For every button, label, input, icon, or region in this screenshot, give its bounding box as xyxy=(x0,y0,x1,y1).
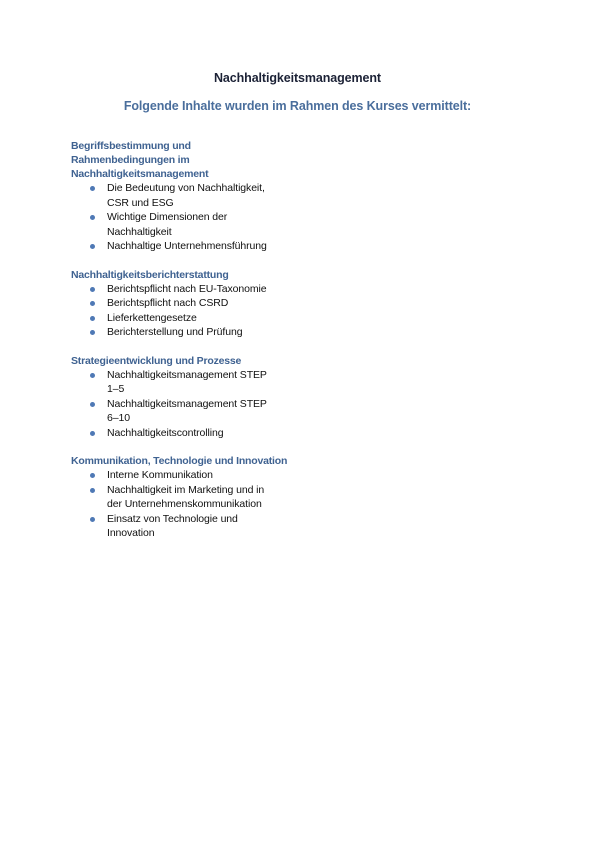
section-item-list xyxy=(71,181,311,254)
bullet-icon xyxy=(90,287,95,292)
list-item-text: Nachhaltigkeitscontrolling xyxy=(107,426,224,439)
list-item xyxy=(71,368,277,397)
list-item-text: Nachhaltigkeitsmanagement STEP 1–5 xyxy=(107,368,267,395)
bullet-icon xyxy=(90,215,95,220)
section-item-list xyxy=(71,368,311,441)
bullet-icon xyxy=(90,330,95,335)
list-item-text: Nachhaltigkeitsmanagement STEP 6–10 xyxy=(107,397,267,424)
list-item-text: Interne Kommunikation xyxy=(107,469,213,481)
list-item-text: Einsatz von Technologie und Innovation xyxy=(107,512,238,539)
bullet-icon xyxy=(90,517,95,522)
list-item-text: Lieferkettengesetze xyxy=(107,311,197,324)
list-item-text: Berichterstellung und Prüfung xyxy=(107,326,243,338)
list-item-text: Die Bedeutung von Nachhaltigkeit, CSR und ESG xyxy=(107,182,265,209)
section-strategieentwicklung xyxy=(71,354,311,441)
bullet-icon xyxy=(90,316,95,321)
section-heading: Kommunikation, Technologie und Innovation xyxy=(71,455,288,467)
list-item xyxy=(71,325,277,340)
list-item xyxy=(71,239,277,254)
section-berichterstattung xyxy=(71,268,311,340)
bullet-icon xyxy=(90,473,95,478)
bullet-icon xyxy=(90,186,95,191)
section-item-list xyxy=(71,282,311,340)
list-item xyxy=(71,483,277,512)
document-subtitle: Folgende Inhalte wurden im Rahmen des Kurses vermittelt: xyxy=(123,99,472,113)
list-item xyxy=(71,181,277,210)
list-item xyxy=(71,210,277,239)
section-begriffsbestimmung xyxy=(71,139,311,254)
bullet-icon xyxy=(90,431,95,436)
section-heading: Nachhaltigkeitsberichterstattung xyxy=(71,268,229,281)
bullet-icon xyxy=(90,488,95,493)
section-kommunikation xyxy=(71,454,311,541)
list-item-text: Berichtspflicht nach EU-Taxonomie xyxy=(107,282,267,295)
course-sections xyxy=(71,139,311,555)
list-item xyxy=(71,282,277,297)
list-item xyxy=(71,397,277,426)
section-heading: Strategieentwicklung und Prozesse xyxy=(71,354,242,367)
list-item xyxy=(71,296,277,311)
bullet-icon xyxy=(90,244,95,249)
bullet-icon xyxy=(90,402,95,407)
list-item-text: Wichtige Dimensionen der Nachhaltigkeit xyxy=(107,211,228,238)
list-item xyxy=(71,468,277,483)
list-item-text: Nachhaltigkeit im Marketing und in der Unternehmenskommunikation xyxy=(107,483,265,510)
list-item-text: Berichtspflicht nach CSRD xyxy=(107,297,229,309)
section-heading: Begriffsbestimmung und Rahmenbedingungen im Nachhaltigkeitsmanagement xyxy=(71,140,209,180)
bullet-icon xyxy=(90,301,95,306)
list-item xyxy=(71,311,277,326)
bullet-icon xyxy=(90,373,95,378)
document-title: Nachhaltigkeitsmanagement xyxy=(214,71,381,85)
section-item-list xyxy=(71,468,311,541)
list-item xyxy=(71,512,277,541)
list-item xyxy=(71,426,277,441)
list-item-text: Nachhaltige Unternehmensführung xyxy=(107,240,267,252)
